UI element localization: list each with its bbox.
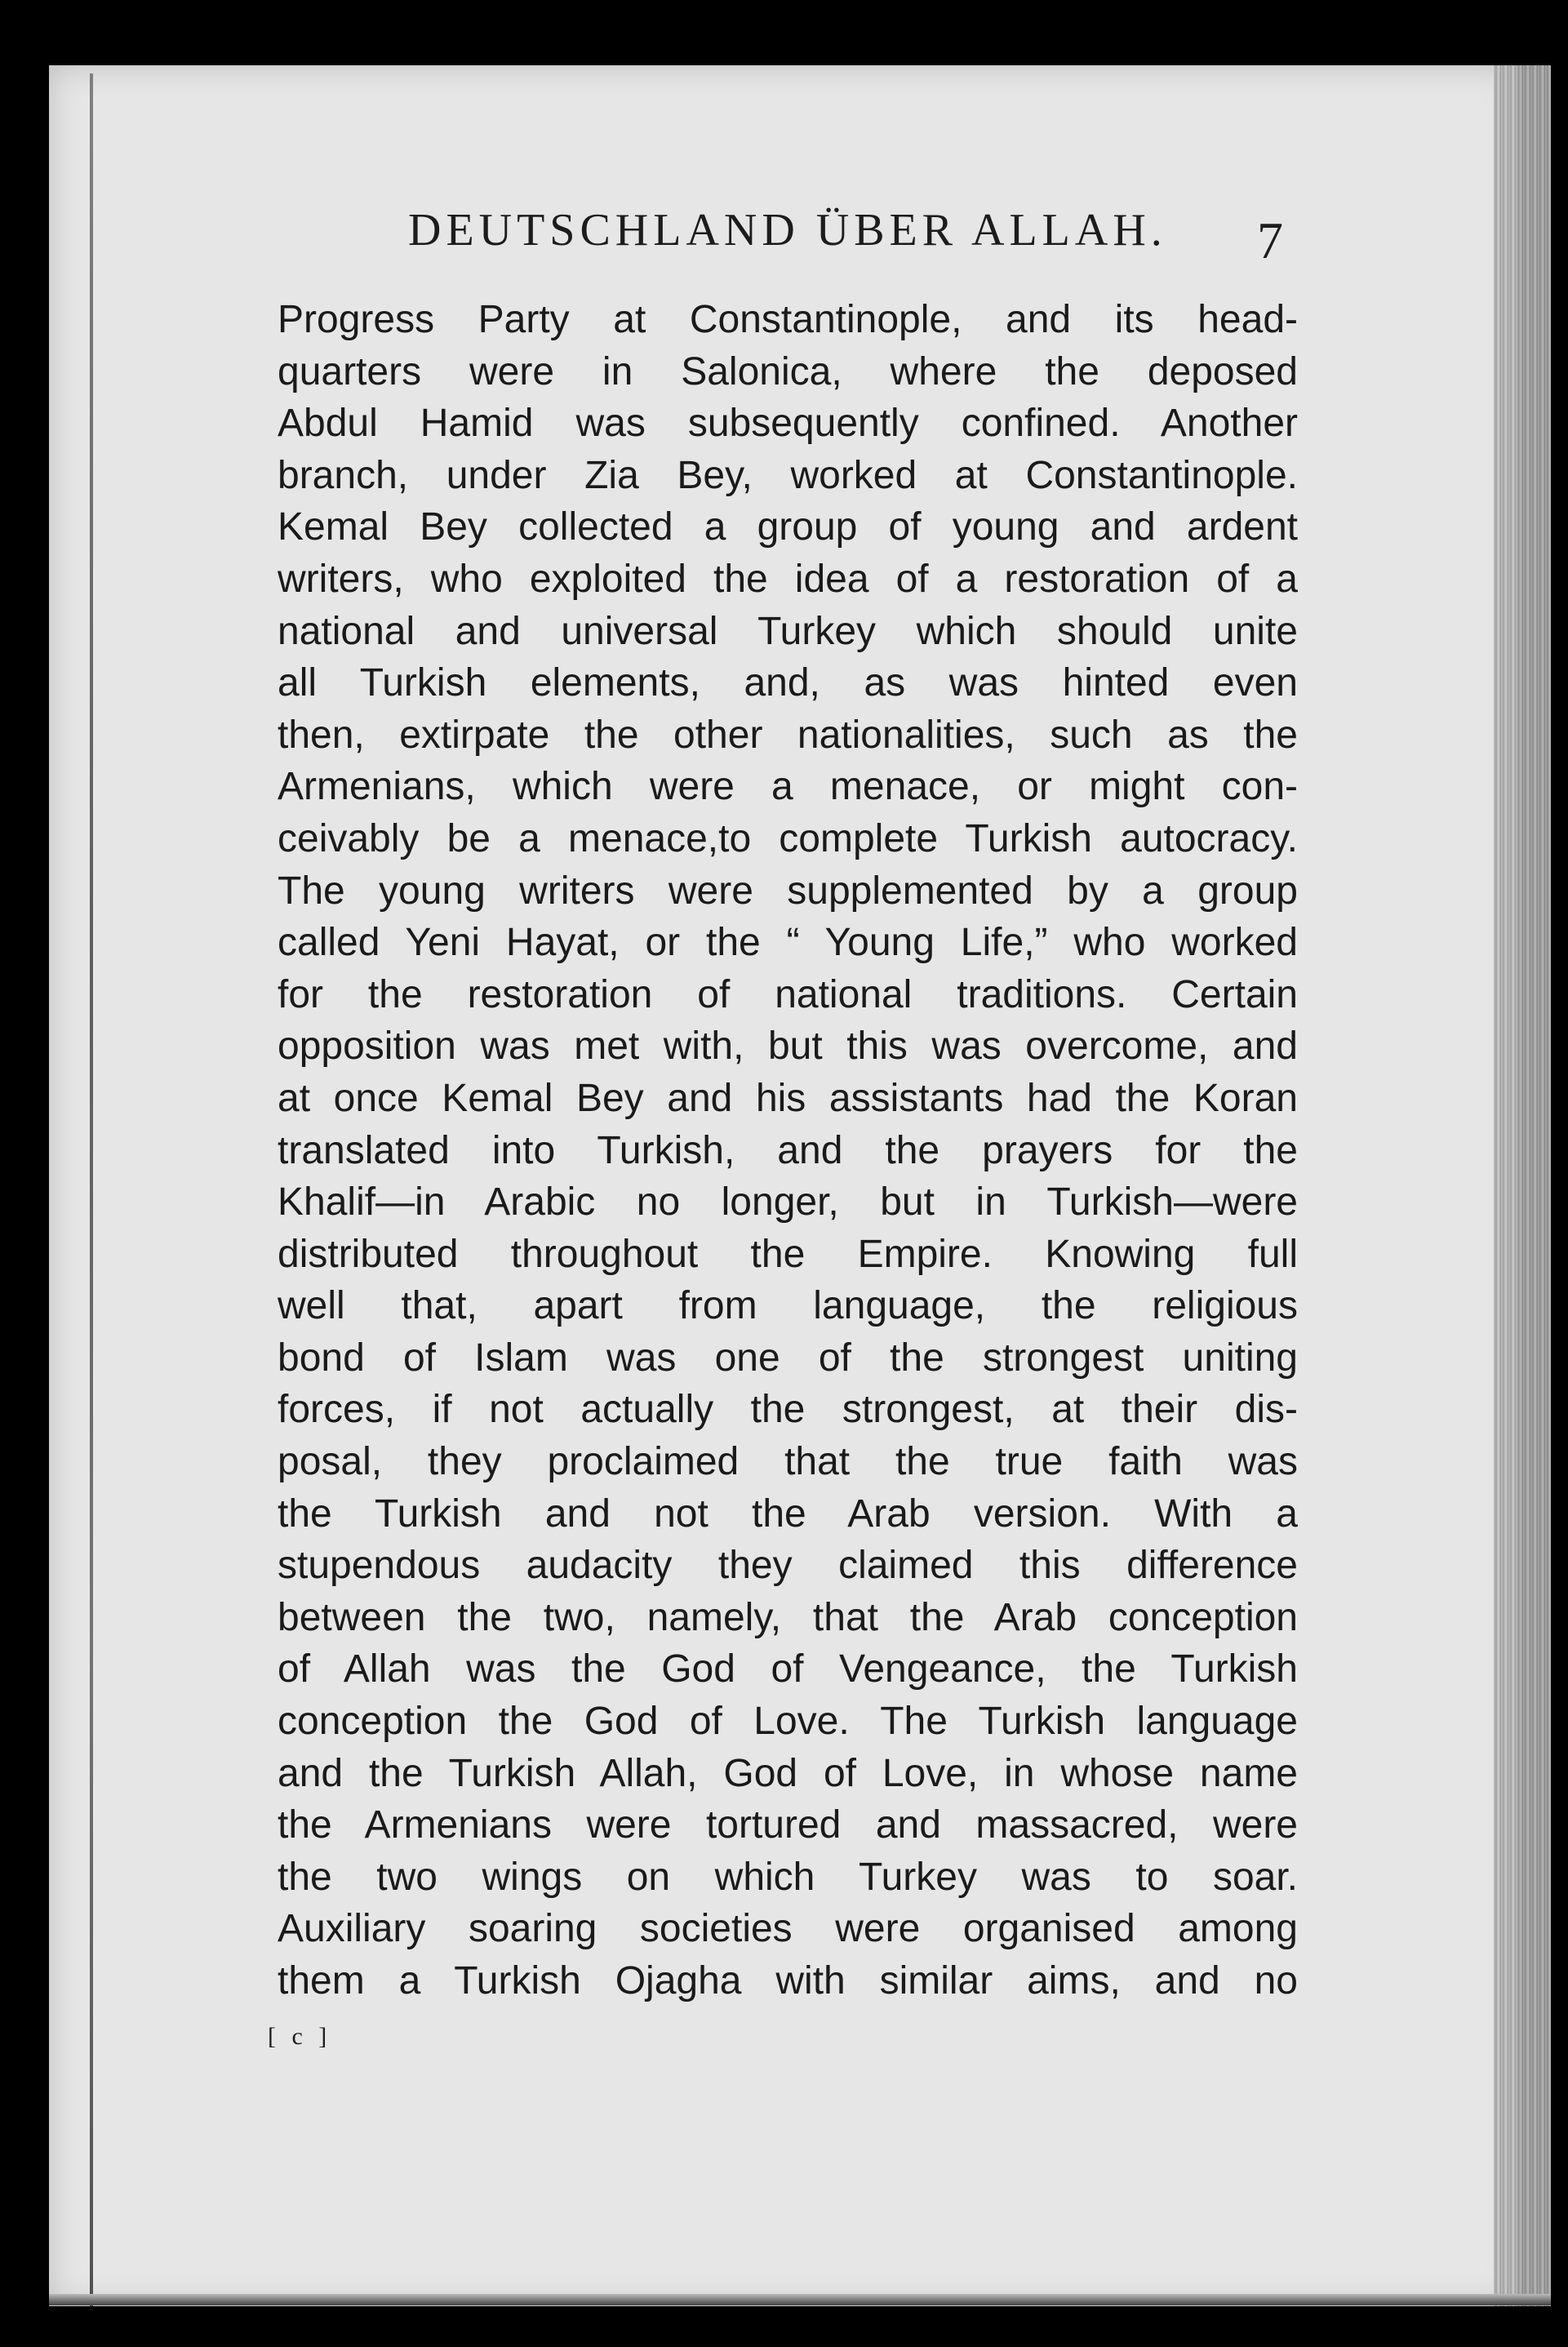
text-line: posal, they proclaimed that the true faith was	[278, 1440, 1298, 1484]
text-line: Armenians, which were a menace, or might con-	[278, 765, 1298, 809]
text-line: stupendous audacity they claimed this difference	[278, 1544, 1298, 1588]
text-line: Progress Party at Constantinople, and its head-	[278, 298, 1298, 341]
text-line: Kemal Bey collected a group of young and ardent	[278, 505, 1298, 549]
text-line: branch, under Zia Bey, worked at Constantinople.	[278, 453, 1298, 497]
text-line: between the two, namely, that the Arab conception	[278, 1595, 1298, 1639]
text-line: and the Turkish Allah, God of Love, in whose name	[278, 1751, 1298, 1795]
text-line: writers, who exploited the idea of a restoration of a	[278, 557, 1298, 601]
body-text	[278, 294, 1298, 2007]
text-line: national and universal Turkey which should unite	[278, 609, 1298, 653]
page-stack-edge	[1494, 65, 1551, 2306]
text-line: The young writers were supplemented by a group	[278, 869, 1298, 913]
text-line: the Armenians were tortured and massacred, were	[278, 1803, 1298, 1847]
text-line: for the restoration of national traditions. Certain	[278, 972, 1298, 1016]
text-line: at once Kemal Bey and his assistants had the Koran	[278, 1076, 1298, 1120]
text-line: of Allah was the God of Vengeance, the Turkish	[278, 1647, 1298, 1691]
text-line: bond of Islam was one of the strongest uniting	[278, 1336, 1298, 1380]
text-line: the Turkish and not the Arab version. With a	[278, 1491, 1298, 1536]
text-line: ceivably be a menace,to complete Turkish autocracy.	[278, 816, 1298, 860]
page-left-edge	[90, 73, 93, 2310]
running-head: DEUTSCHLAND ÜBER ALLAH.	[408, 205, 1167, 256]
text-line: Khalif—in Arabic no longer, but in Turkish—were	[278, 1180, 1298, 1225]
text-line: them a Turkish Ojagha with similar aims, and no	[278, 1959, 1298, 2003]
page-number: 7	[1257, 211, 1283, 269]
text-line: distributed throughout the Empire. Knowing full	[278, 1232, 1298, 1276]
signature-mark: [ c ]	[268, 2023, 332, 2050]
text-line: translated into Turkish, and the prayers for the	[278, 1128, 1298, 1172]
text-line: the two wings on which Turkey was to soar.	[278, 1855, 1298, 1899]
text-line: quarters were in Salonica, where the deposed	[278, 349, 1298, 393]
text-line: well that, apart from language, the religious	[278, 1284, 1298, 1328]
text-line: called Yeni Hayat, or the “ Young Life,” who worked	[278, 921, 1298, 965]
text-line: conception the God of Love. The Turkish language	[278, 1700, 1298, 1744]
text-line: forces, if not actually the strongest, at their dis-	[278, 1388, 1298, 1432]
text-line: all Turkish elements, and, as was hinted even	[278, 661, 1298, 705]
text-line: opposition was met with, but this was overcome, and	[278, 1025, 1298, 1069]
page-bottom-edge	[49, 2294, 1551, 2305]
text-line: Auxiliary soaring societies were organised among	[278, 1907, 1298, 1951]
text-line: then, extirpate the other nationalities, such as the	[278, 713, 1298, 757]
text-line: Abdul Hamid was subsequently confined. Another	[278, 402, 1298, 446]
